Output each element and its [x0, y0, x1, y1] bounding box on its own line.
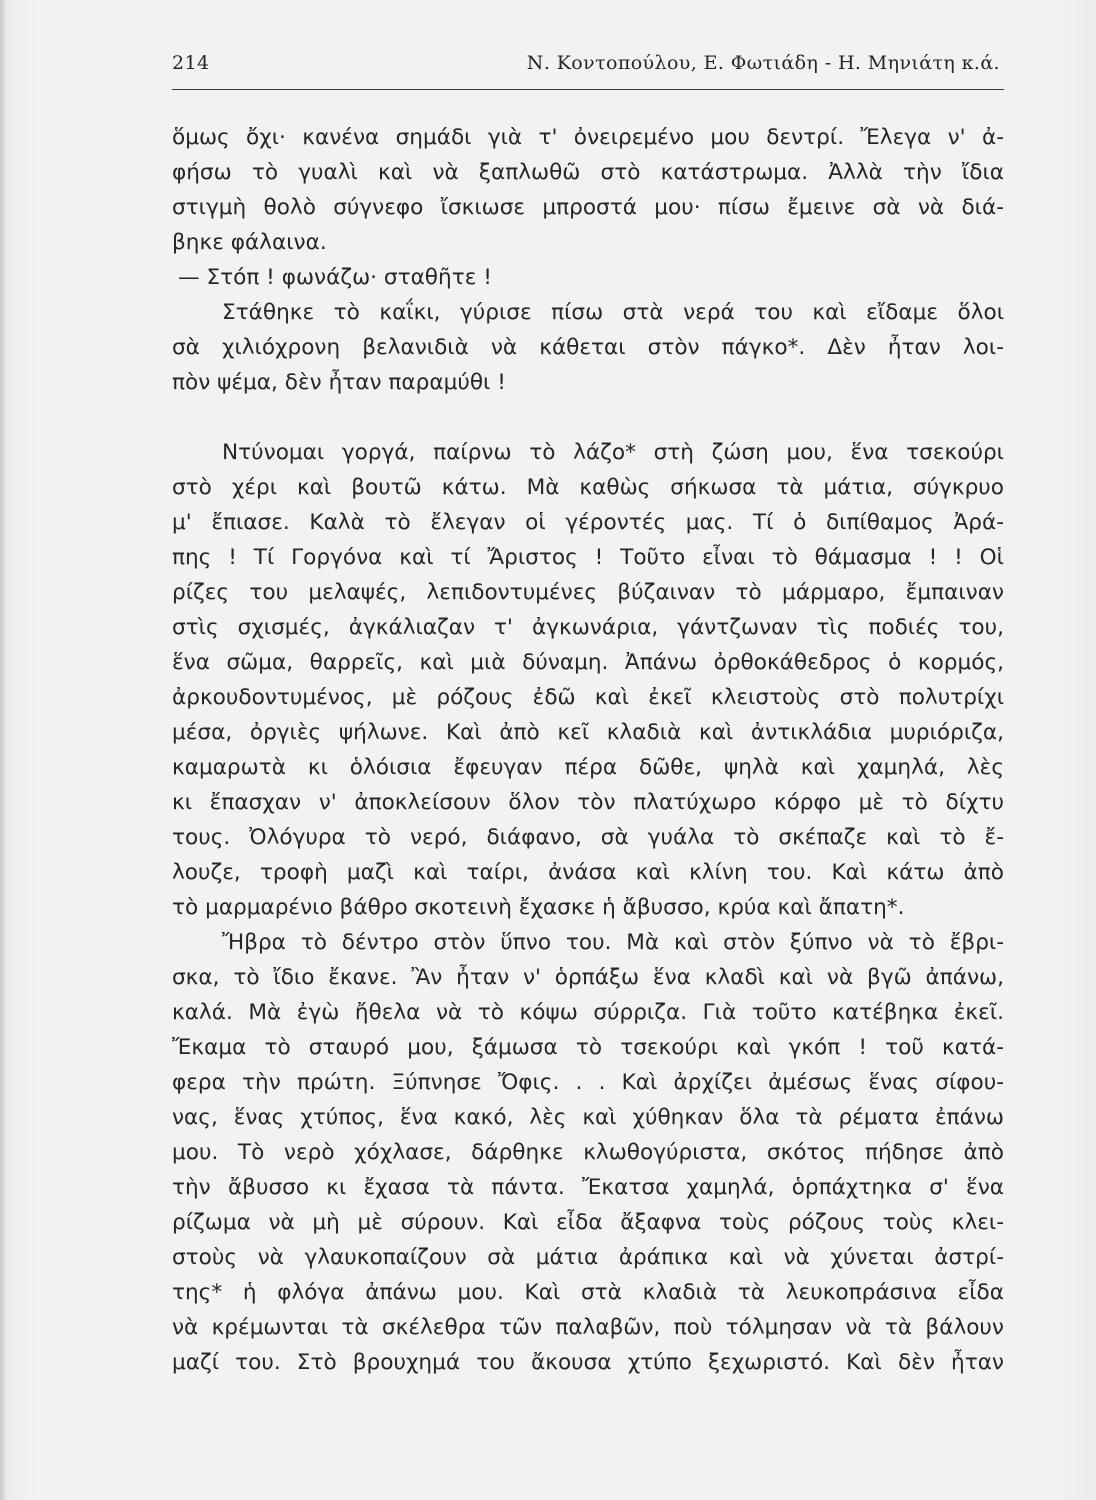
text-line: ἕνα σῶμα, θαρρεῖς, καὶ μιὰ δύναμη. Ἀπάνω ὀρθοκάθεδρος ὁ κορμός, — [172, 650, 1004, 675]
running-head — [172, 52, 1004, 84]
text-line: μ' ἔπιασε. Καλὰ τὸ ἔλεγαν οἱ γέροντές μας. Τί ὁ διπίθαμος Ἀρά- — [172, 510, 1004, 535]
paragraph-5 — [172, 925, 1004, 1380]
text-line: τὸ μαρμαρένιο βάθρο σκοτεινὴ ἔχασκε ἡ ἄβυσσο, κρύα καὶ ἄπατη*. — [172, 895, 905, 920]
text-line: νας, ἕνας χτύπος, ἕνα κακό, λὲς καὶ χύθηκαν ὅλα τὰ ρέματα ἐπάνω — [172, 1105, 1004, 1130]
text-line: στὶς σχισμές, ἀγκάλιαζαν τ' ἀγκωνάρια, γάντζωναν τὶς ποδιές του, — [172, 615, 1004, 640]
text-line: στιγμὴ θολὸ σύγνεφο ἴσκιωσε μπροστά μου· πίσω ἔμεινε σὰ νὰ διά- — [172, 195, 1004, 220]
paragraph-4 — [172, 435, 1004, 925]
text-line: Ντύνομαι γοργά, παίρνω τὸ λάζο* στὴ ζώση μου, ἕνα τσεκούρι — [222, 440, 1004, 465]
text-line: φερα τὴν πρώτη. Ξύπνησε Ὄφις. . . Καὶ ἀρχίζει ἀμέσως ἕνας σίφου- — [172, 1070, 1004, 1095]
text-line: ὅμως ὄχι· κανένα σημάδι γιὰ τ' ὀνειρεμένο μου δεντρί. Ἔλεγα ν' ἀ- — [172, 125, 1004, 150]
page-number: 214 — [172, 52, 210, 74]
paragraph-2 — [172, 260, 1004, 295]
text-line: μου. Τὸ νερὸ χόχλασε, δάρθηκε κλωθογύριστα, σκότος πήδησε ἀπὸ — [172, 1140, 1004, 1165]
text-line: πης ! Τί Γοργόνα καὶ τί Ἄριστος ! Τοῦτο εἶναι τὸ θάμασμα ! ! Οἱ — [172, 545, 1004, 570]
running-title: Ν. Κοντοπούλου, Ε. Φωτιάδη - Η. Μηνιάτη κ.ά. — [526, 52, 1000, 74]
text-line: μαζί του. Στὸ βρουχημά του ἄκουσα χτύπο ξεχωριστό. Καὶ δὲν ἦταν — [172, 1350, 1004, 1375]
paragraph-gap — [172, 400, 1004, 435]
text-line: τὴν ἄβυσσο κι ἔχασα τὰ πάντα. Ἔκατσα χαμηλά, ὁρπάχτηκα σ' ἕνα — [172, 1175, 1004, 1200]
text-line: — Στόπ ! φωνάζω· σταθῆτε ! — [178, 265, 492, 290]
body-text — [172, 120, 1004, 1380]
text-line: ρίζες του μελαψές, λεπιδοντυμένες βύζαιναν τὸ μάρμαρο, ἔμπαιναν — [172, 580, 1004, 605]
text-line: στοὺς νὰ γλαυκοπαίζουν σὰ μάτια ἀράπικα καὶ νὰ χύνεται ἀστρί- — [172, 1245, 1004, 1270]
text-line: κι ἔπασχαν ν' ἀποκλείσουν ὅλον τὸν πλατύχωρο κόρφο μὲ τὸ δίχτυ — [172, 790, 1004, 815]
text-line: της* ἡ φλόγα ἀπάνω μου. Καὶ στὰ κλαδιὰ τὰ λευκοπράσινα εἶδα — [172, 1280, 1004, 1305]
text-line: καμαρωτὰ κι ὁλόισια ἔφευγαν πέρα δῶθε, ψηλὰ καὶ χαμηλά, λὲς — [172, 755, 1004, 780]
text-line: τους. Ὀλόγυρα τὸ νερό, διάφανο, σὰ γυάλα τὸ σκέπαζε καὶ τὸ ἔ- — [172, 825, 1004, 850]
text-line: Ἤβρα τὸ δέντρο στὸν ὕπνο του. Μὰ καὶ στὸν ξύπνο νὰ τὸ ἔβρι- — [222, 930, 1004, 955]
paragraph-3 — [172, 295, 1004, 400]
text-line: σκα, τὸ ἴδιο ἔκανε. Ἂν ἦταν ν' ὁρπάξω ἕνα κλαδὶ καὶ νὰ βγῶ ἀπάνω, — [172, 965, 1004, 990]
text-line: πὸν ψέμα, δὲν ἦταν παραμύθι ! — [172, 370, 506, 395]
text-line: ἀρκουδοντυμένος, μὲ ρόζους ἐδῶ καὶ ἐκεῖ κλειστοὺς στὸ πολυτρίχι — [172, 685, 1004, 710]
text-line: φήσω τὸ γυαλὶ καὶ νὰ ξαπλωθῶ στὸ κατάστρωμα. Ἀλλὰ τὴν ἴδια — [172, 160, 1004, 185]
text-line: Στάθηκε τὸ καΐκι, γύρισε πίσω στὰ νερά του καὶ εἴδαμε ὅλοι — [222, 300, 1004, 325]
binding-edge — [0, 0, 6, 1500]
text-line: καλά. Μὰ ἐγὼ ἤθελα νὰ τὸ κόψω σύρριζα. Γιὰ τοῦτο κατέβηκα ἐκεῖ. — [172, 1000, 1004, 1025]
text-line: νὰ κρέμωνται τὰ σκέλεθρα τῶν παλαβῶν, ποὺ τόλμησαν νὰ τὰ βάλουν — [172, 1315, 1004, 1340]
text-line: μέσα, ὀργιὲς ψήλωνε. Καὶ ἀπὸ κεῖ κλαδιὰ καὶ ἀντικλάδια μυριόριζα, — [172, 720, 1004, 745]
header-rule — [172, 89, 1004, 90]
text-line: σὰ χιλιόχρονη βελανιδιὰ νὰ κάθεται στὸν πάγκο*. Δὲν ἦταν λοι- — [172, 335, 1004, 360]
text-line: λουζε, τροφὴ μαζὶ καὶ ταίρι, ἀνάσα καὶ κλίνη του. Καὶ κάτω ἀπὸ — [172, 860, 1004, 885]
text-line: Ἔκαμα τὸ σταυρό μου, ξάμωσα τὸ τσεκούρι καὶ γκόπ ! τοῦ κατά- — [172, 1035, 1004, 1060]
text-line: ρίζωμα νὰ μὴ μὲ σύρουν. Καὶ εἶδα ἄξαφνα τοὺς ρόζους τοὺς κλει- — [172, 1210, 1004, 1235]
text-line: στὸ χέρι καὶ βουτῶ κάτω. Μὰ καθὼς σήκωσα τὰ μάτια, σύγκρυο — [172, 475, 1004, 500]
paragraph-1 — [172, 120, 1004, 260]
text-line: βηκε φάλαινα. — [172, 230, 327, 255]
